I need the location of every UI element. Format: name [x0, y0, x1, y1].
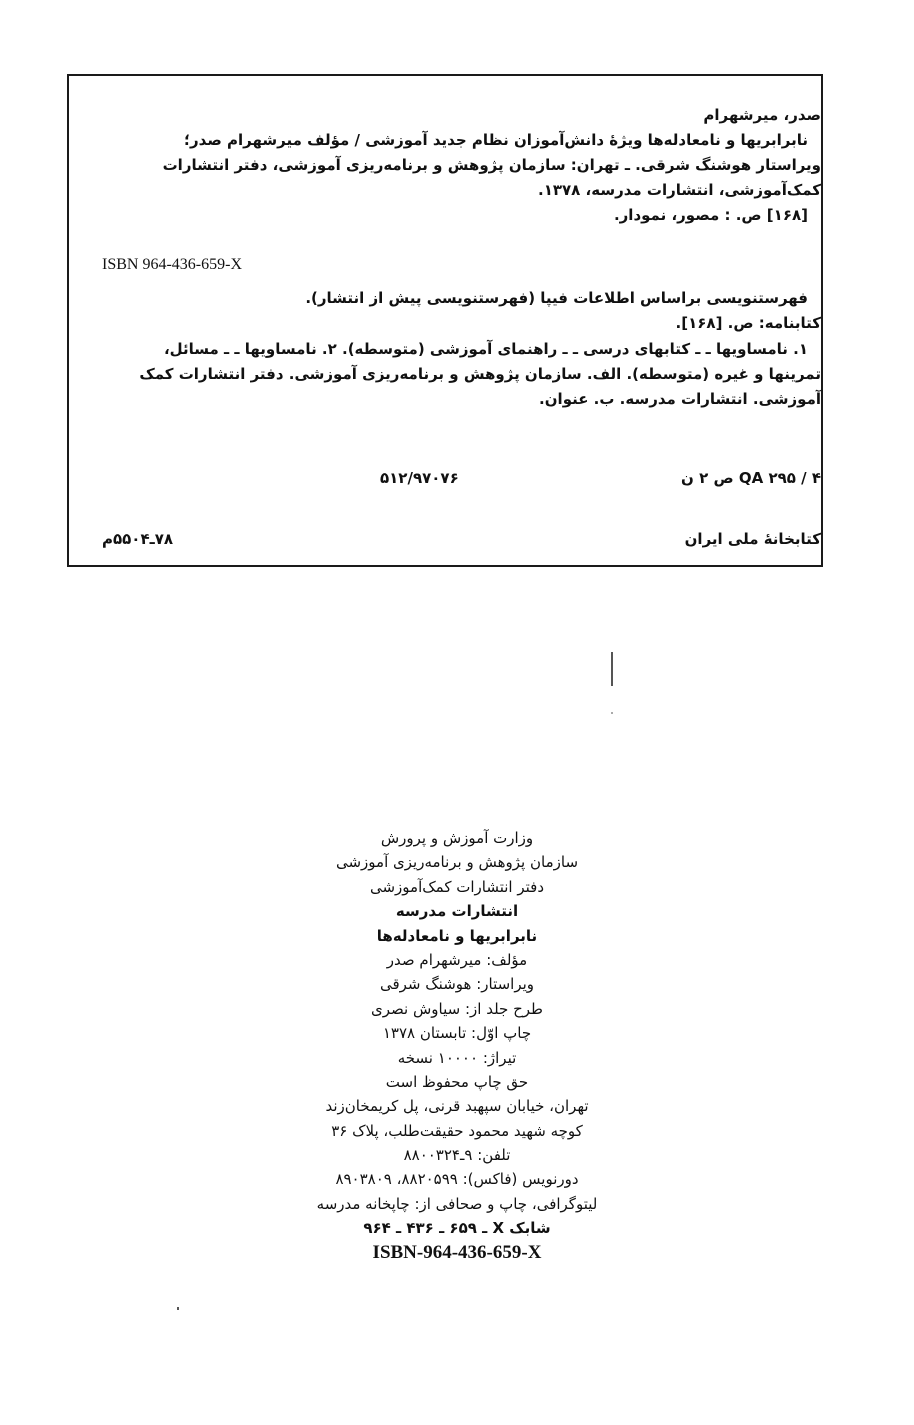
title-line-3: کمک‌آموزشی، انتشارات مدرسه، ۱۳۷۸.	[537, 181, 821, 199]
scan-artifact-mark	[611, 652, 613, 686]
colophon-ministry: وزارت آموزش و پرورش	[380, 829, 534, 847]
scan-artifact-dot	[611, 712, 613, 714]
colophon-shabak: شابک X ـ ۶۵۹ ـ ۴۳۶ ـ ۹۶۴	[363, 1219, 551, 1238]
isbn-line: ISBN 964-436-659-X	[102, 256, 242, 273]
colophon-address-2: کوچه شهید محمود حقیقت‌طلب، پلاک ۳۶	[331, 1121, 583, 1140]
library-name: کتابخانهٔ ملی ایران	[684, 530, 821, 548]
colophon-first-print: چاپ اوّل: تابستان ۱۳۷۸	[382, 1024, 532, 1043]
colophon-author: مؤلف: میرشهرام صدر	[386, 950, 528, 969]
physical-description: [۱۶۸] ص. : مصور، نمودار.	[613, 206, 808, 224]
dewey-classification: ۵۱۲/۹۷۰۷۶	[380, 469, 459, 487]
colophon-phone: تلفن: ۹ـ۸۸۰۰۳۲۴	[403, 1146, 511, 1165]
note-fipa: فهرستنویسی براساس اطلاعات فیپا (فهرستنویسی پیش از انتشار).	[305, 289, 808, 307]
colophon-address-1: تهران، خیابان سپهبد قرنی، پل کریمخان‌زند	[325, 1097, 589, 1116]
colophon-isbn: ISBN-964-436-659-X	[372, 1241, 542, 1263]
title-line-1: نابرابریها و نامعادله‌ها ویژهٔ دانش‌آموزان نظام جدید آموزشی / مؤلف میرشهرام صدر؛	[184, 131, 808, 149]
colophon-organization: سازمان پژوهش و برنامه‌ریزی آموزشی	[335, 853, 579, 872]
lc-classification: QA ۲۹۵ / ۴ ص ۲ ن	[681, 469, 821, 487]
colophon-book-title: نابرابریها و نامعادله‌ها	[376, 926, 538, 945]
subject-line-2: تمرینها و غیره (متوسطه). الف. سازمان پژوهش و برنامه‌ریزی آموزشی. دفتر انتشارات کمک	[139, 365, 821, 383]
subject-line-1: ۱. نامساویها ـ ـ کتابهای درسی ـ ـ راهنمای آموزشی (متوسطه). ۲. نامساویها ـ ـ مسائل،	[163, 340, 808, 358]
author-heading: صدر، میرشهرام	[703, 106, 821, 124]
title-line-2: ویراستار هوشنگ شرقی. ـ تهران: سازمان پژوهش و برنامه‌ریزی آموزشی، دفتر انتشارات	[162, 156, 821, 174]
colophon-fax: دورنویس (فاکس): ۸۸۲۰۵۹۹، ۸۹۰۳۸۰۹	[335, 1170, 579, 1189]
subject-line-3: آموزشی. انتشارات مدرسه. ب. عنوان.	[539, 390, 821, 408]
colophon-cover-design: طرح جلد از: سیاوش نصری	[371, 999, 543, 1018]
colophon-print-run: تیراژ: ۱۰۰۰۰ نسخه	[397, 1048, 517, 1067]
colophon-editor: ویراستار: هوشنگ شرقی	[379, 975, 535, 994]
colophon-publisher: انتشارات مدرسه	[395, 902, 519, 921]
colophon-copyright: حق چاپ محفوظ است	[385, 1072, 529, 1091]
scan-artifact-dot	[177, 1307, 179, 1310]
colophon	[0, 826, 914, 1265]
record-number: ۷۸ـ۵۵۰۴م	[102, 530, 174, 548]
colophon-office: دفتر انتشارات کمک‌آموزشی	[369, 877, 545, 896]
note-bibliography: کتابنامه: ص. [۱۶۸].	[675, 314, 821, 332]
colophon-printer: لیتوگرافی، چاپ و صحافی از: چاپخانه مدرسه	[316, 1194, 598, 1213]
